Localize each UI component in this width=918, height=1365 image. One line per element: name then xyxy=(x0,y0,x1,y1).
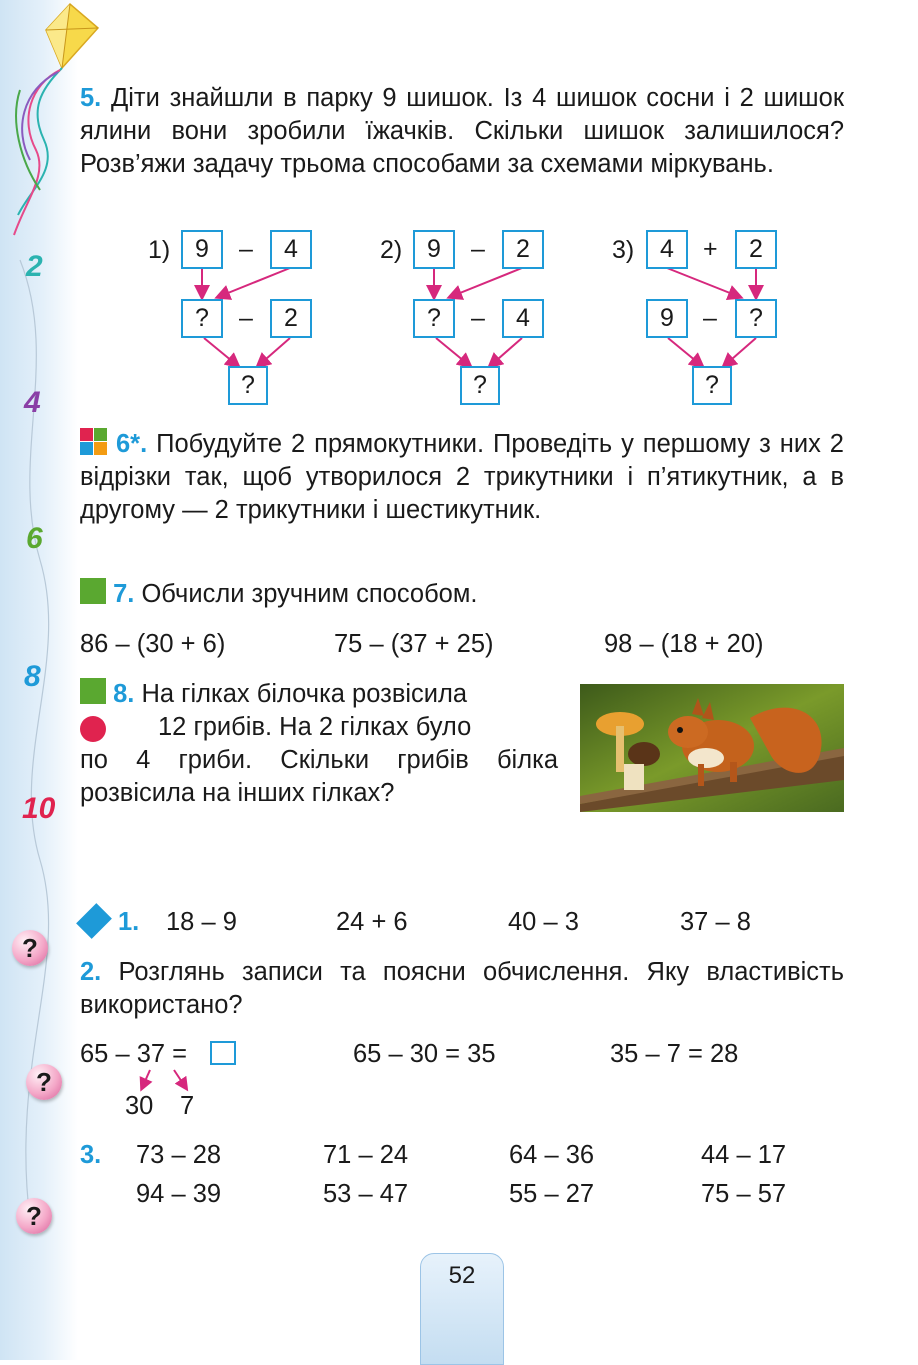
split-part: 7 xyxy=(180,1092,195,1120)
green-square-icon xyxy=(80,678,106,704)
scheme-operator: – xyxy=(471,304,485,332)
red-circle-icon xyxy=(80,716,106,742)
expression: 75 – 57 xyxy=(701,1180,787,1208)
task-number: 7. xyxy=(113,580,135,608)
scheme-answer-box: ? xyxy=(460,366,500,405)
task-text: Діти знайшли в парку 9 шишок. Із 4 шишок сосни і 2 шишок ялини вони зробили їжачків. Скільки шишок залишилося? Розв’яжи задачу трьома способами за схемами міркувань. xyxy=(80,84,844,178)
page-number: 52 xyxy=(420,1253,504,1365)
squirrel-photo xyxy=(580,684,844,812)
task-8-line2: 12 грибів. На 2 гілках було xyxy=(158,713,472,741)
expression: 86 – (30 + 6) xyxy=(80,630,226,658)
exercise-number: 2. xyxy=(80,958,102,986)
expression: 44 – 17 xyxy=(701,1141,787,1169)
expression: 65 – 30 = 35 xyxy=(353,1040,496,1068)
scheme-box: ? xyxy=(735,299,777,338)
expression: 24 + 6 xyxy=(336,908,408,936)
help-bubble-icon: ? xyxy=(26,1064,62,1100)
expression: 55 – 27 xyxy=(509,1180,595,1208)
task-number: 5. xyxy=(80,84,102,112)
task-6-text xyxy=(80,428,844,527)
blue-diamond-icon xyxy=(76,903,112,939)
expression: 40 – 3 xyxy=(508,908,579,936)
task-8-line1 xyxy=(80,678,467,711)
answer-box[interactable] xyxy=(210,1041,236,1065)
exercise-number: 1. xyxy=(118,908,140,936)
expression: 18 – 9 xyxy=(166,908,237,936)
expression: 98 – (18 + 20) xyxy=(604,630,764,658)
scheme-box: 2 xyxy=(735,230,777,269)
scheme-operator: + xyxy=(703,235,718,263)
scheme-box: 4 xyxy=(646,230,688,269)
scheme-box: ? xyxy=(413,299,455,338)
reasoning-schemes-arrows xyxy=(0,0,918,420)
scheme-operator: – xyxy=(239,304,253,332)
expression: 65 – 37 = xyxy=(80,1040,188,1068)
expression: 37 – 8 xyxy=(680,908,751,936)
task-text: На гілках білочка розвісила xyxy=(141,680,468,708)
expression: 53 – 47 xyxy=(323,1180,409,1208)
task-text: Обчисли зручним способом. xyxy=(141,580,478,608)
help-bubble-icon: ? xyxy=(16,1198,52,1234)
scheme-operator: – xyxy=(471,235,485,263)
margin-number: 10 xyxy=(22,792,56,825)
margin-number: 4 xyxy=(24,386,41,419)
expression: 64 – 36 xyxy=(509,1141,595,1169)
expression: 73 – 28 xyxy=(136,1141,222,1169)
scheme-box: 2 xyxy=(270,299,312,338)
green-square-icon xyxy=(80,578,106,604)
margin-number: 8 xyxy=(24,660,41,693)
task-number: 6 xyxy=(115,430,131,458)
scheme-box: 9 xyxy=(181,230,223,269)
scheme-box: ? xyxy=(181,299,223,338)
scheme-answer-box: ? xyxy=(228,366,268,405)
scheme-box: 4 xyxy=(502,299,544,338)
scheme-box: 2 xyxy=(502,230,544,269)
margin-number: 2 xyxy=(26,250,43,283)
expression: 71 – 24 xyxy=(323,1141,409,1169)
star-mark: *. xyxy=(130,430,148,458)
scheme-label: 1) xyxy=(148,236,171,264)
expression: 94 – 39 xyxy=(136,1180,222,1208)
task-7-text xyxy=(80,578,844,611)
scheme-box: 9 xyxy=(413,230,455,269)
scheme-operator: – xyxy=(239,235,253,263)
scheme-answer-box: ? xyxy=(692,366,732,405)
task-number: 8. xyxy=(113,680,135,708)
margin-number: 6 xyxy=(26,522,43,555)
exercise-number: 3. xyxy=(80,1141,102,1169)
scheme-label: 2) xyxy=(380,236,403,264)
expression: 35 – 7 = 28 xyxy=(610,1040,739,1068)
exercise-text: Розглянь записи та поясни обчислення. Яку властивість використано? xyxy=(80,958,844,1019)
expression: 75 – (37 + 25) xyxy=(334,630,494,658)
task-text: Побудуйте 2 прямокутники. Проведіть у першому з них 2 відрізки так, щоб утворилося 2 трикутники і п’ятикутник, а в другому — 2 трикутники і шестикутник. xyxy=(80,430,844,524)
scheme-label: 3) xyxy=(612,236,635,264)
exercise-2-text xyxy=(80,956,844,1022)
scheme-operator: – xyxy=(703,304,717,332)
scheme-box: 4 xyxy=(270,230,312,269)
task-8-rest: по 4 гриби. Скільки грибів білка розвісила на інших гілках? xyxy=(80,746,558,807)
help-bubble-icon: ? xyxy=(12,930,48,966)
split-part: 30 xyxy=(125,1092,154,1120)
mosaic-icon xyxy=(80,428,107,455)
scheme-box: 9 xyxy=(646,299,688,338)
